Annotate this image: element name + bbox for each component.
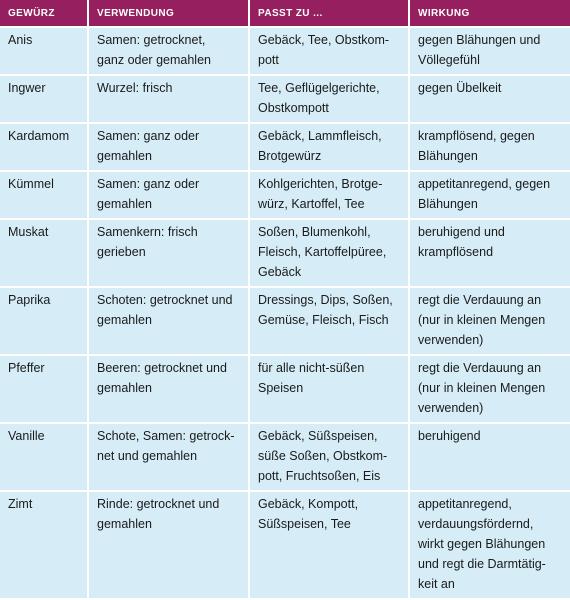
table-row bbox=[0, 423, 570, 491]
table-row bbox=[0, 219, 570, 287]
table-row bbox=[0, 27, 570, 75]
cell-wirkung: regt die Verdauung an (nur in kleinen Mengen verwenden) bbox=[409, 355, 570, 423]
cell-passt-zu: Gebäck, Süßspeisen, süße Soßen, Obstkom- pott, Fruchtsoßen, Eis bbox=[249, 423, 409, 491]
cell-verwendung: Samenkern: frisch gerieben bbox=[88, 219, 249, 287]
cell-passt-zu: für alle nicht-süßen Speisen bbox=[249, 355, 409, 423]
cell-passt-zu: Tee, Geflügelgerichte, Obstkompott bbox=[249, 75, 409, 123]
cell-wirkung: beruhigend und krampflösend bbox=[409, 219, 570, 287]
cell-passt-zu: Soßen, Blumenkohl, Fleisch, Kartoffelpüree, Gebäck bbox=[249, 219, 409, 287]
cell-gewuerz: Paprika bbox=[0, 287, 88, 355]
cell-wirkung: appetitanregend, gegen Blähungen bbox=[409, 171, 570, 219]
cell-verwendung: Beeren: getrocknet und gemahlen bbox=[88, 355, 249, 423]
cell-gewuerz: Kümmel bbox=[0, 171, 88, 219]
cell-gewuerz: Muskat bbox=[0, 219, 88, 287]
cell-passt-zu: Gebäck, Tee, Obstkom- pott bbox=[249, 27, 409, 75]
table-row bbox=[0, 491, 570, 599]
cell-verwendung: Samen: ganz oder gemahlen bbox=[88, 123, 249, 171]
cell-gewuerz: Zimt bbox=[0, 491, 88, 599]
cell-verwendung: Samen: getrocknet, ganz oder gemahlen bbox=[88, 27, 249, 75]
table-body bbox=[0, 27, 570, 599]
cell-passt-zu: Kohlgerichten, Brotge- würz, Kartoffel, Tee bbox=[249, 171, 409, 219]
cell-passt-zu: Gebäck, Lammfleisch, Brotgewürz bbox=[249, 123, 409, 171]
table-row bbox=[0, 287, 570, 355]
cell-verwendung: Schoten: getrocknet und gemahlen bbox=[88, 287, 249, 355]
cell-gewuerz: Pfeffer bbox=[0, 355, 88, 423]
header-wirkung: WIRKUNG bbox=[409, 0, 570, 27]
cell-wirkung: gegen Übelkeit bbox=[409, 75, 570, 123]
header-passt-zu: PASST ZU ... bbox=[249, 0, 409, 27]
cell-passt-zu: Gebäck, Kompott, Süßspeisen, Tee bbox=[249, 491, 409, 599]
header-verwendung: VERWENDUNG bbox=[88, 0, 249, 27]
cell-verwendung: Samen: ganz oder gemahlen bbox=[88, 171, 249, 219]
cell-wirkung: krampflösend, gegen Blähungen bbox=[409, 123, 570, 171]
cell-wirkung: regt die Verdauung an (nur in kleinen Mengen verwenden) bbox=[409, 287, 570, 355]
cell-gewuerz: Vanille bbox=[0, 423, 88, 491]
table-row bbox=[0, 123, 570, 171]
cell-verwendung: Rinde: getrocknet und gemahlen bbox=[88, 491, 249, 599]
cell-verwendung: Wurzel: frisch bbox=[88, 75, 249, 123]
cell-wirkung: beruhigend bbox=[409, 423, 570, 491]
cell-wirkung: gegen Blähungen und Völlegefühl bbox=[409, 27, 570, 75]
table-row bbox=[0, 171, 570, 219]
cell-passt-zu: Dressings, Dips, Soßen, Gemüse, Fleisch, Fisch bbox=[249, 287, 409, 355]
cell-gewuerz: Kardamom bbox=[0, 123, 88, 171]
cell-wirkung: appetitanregend, verdauungsfördernd, wirkt gegen Blähungen und regt die Darmtätig- keit an bbox=[409, 491, 570, 599]
table-row bbox=[0, 75, 570, 123]
header-gewuerz: GEWÜRZ bbox=[0, 0, 88, 27]
cell-gewuerz: Ingwer bbox=[0, 75, 88, 123]
cell-gewuerz: Anis bbox=[0, 27, 88, 75]
cell-verwendung: Schote, Samen: getrock- net und gemahlen bbox=[88, 423, 249, 491]
table-row bbox=[0, 355, 570, 423]
header-row bbox=[0, 0, 570, 27]
table-header bbox=[0, 0, 570, 27]
